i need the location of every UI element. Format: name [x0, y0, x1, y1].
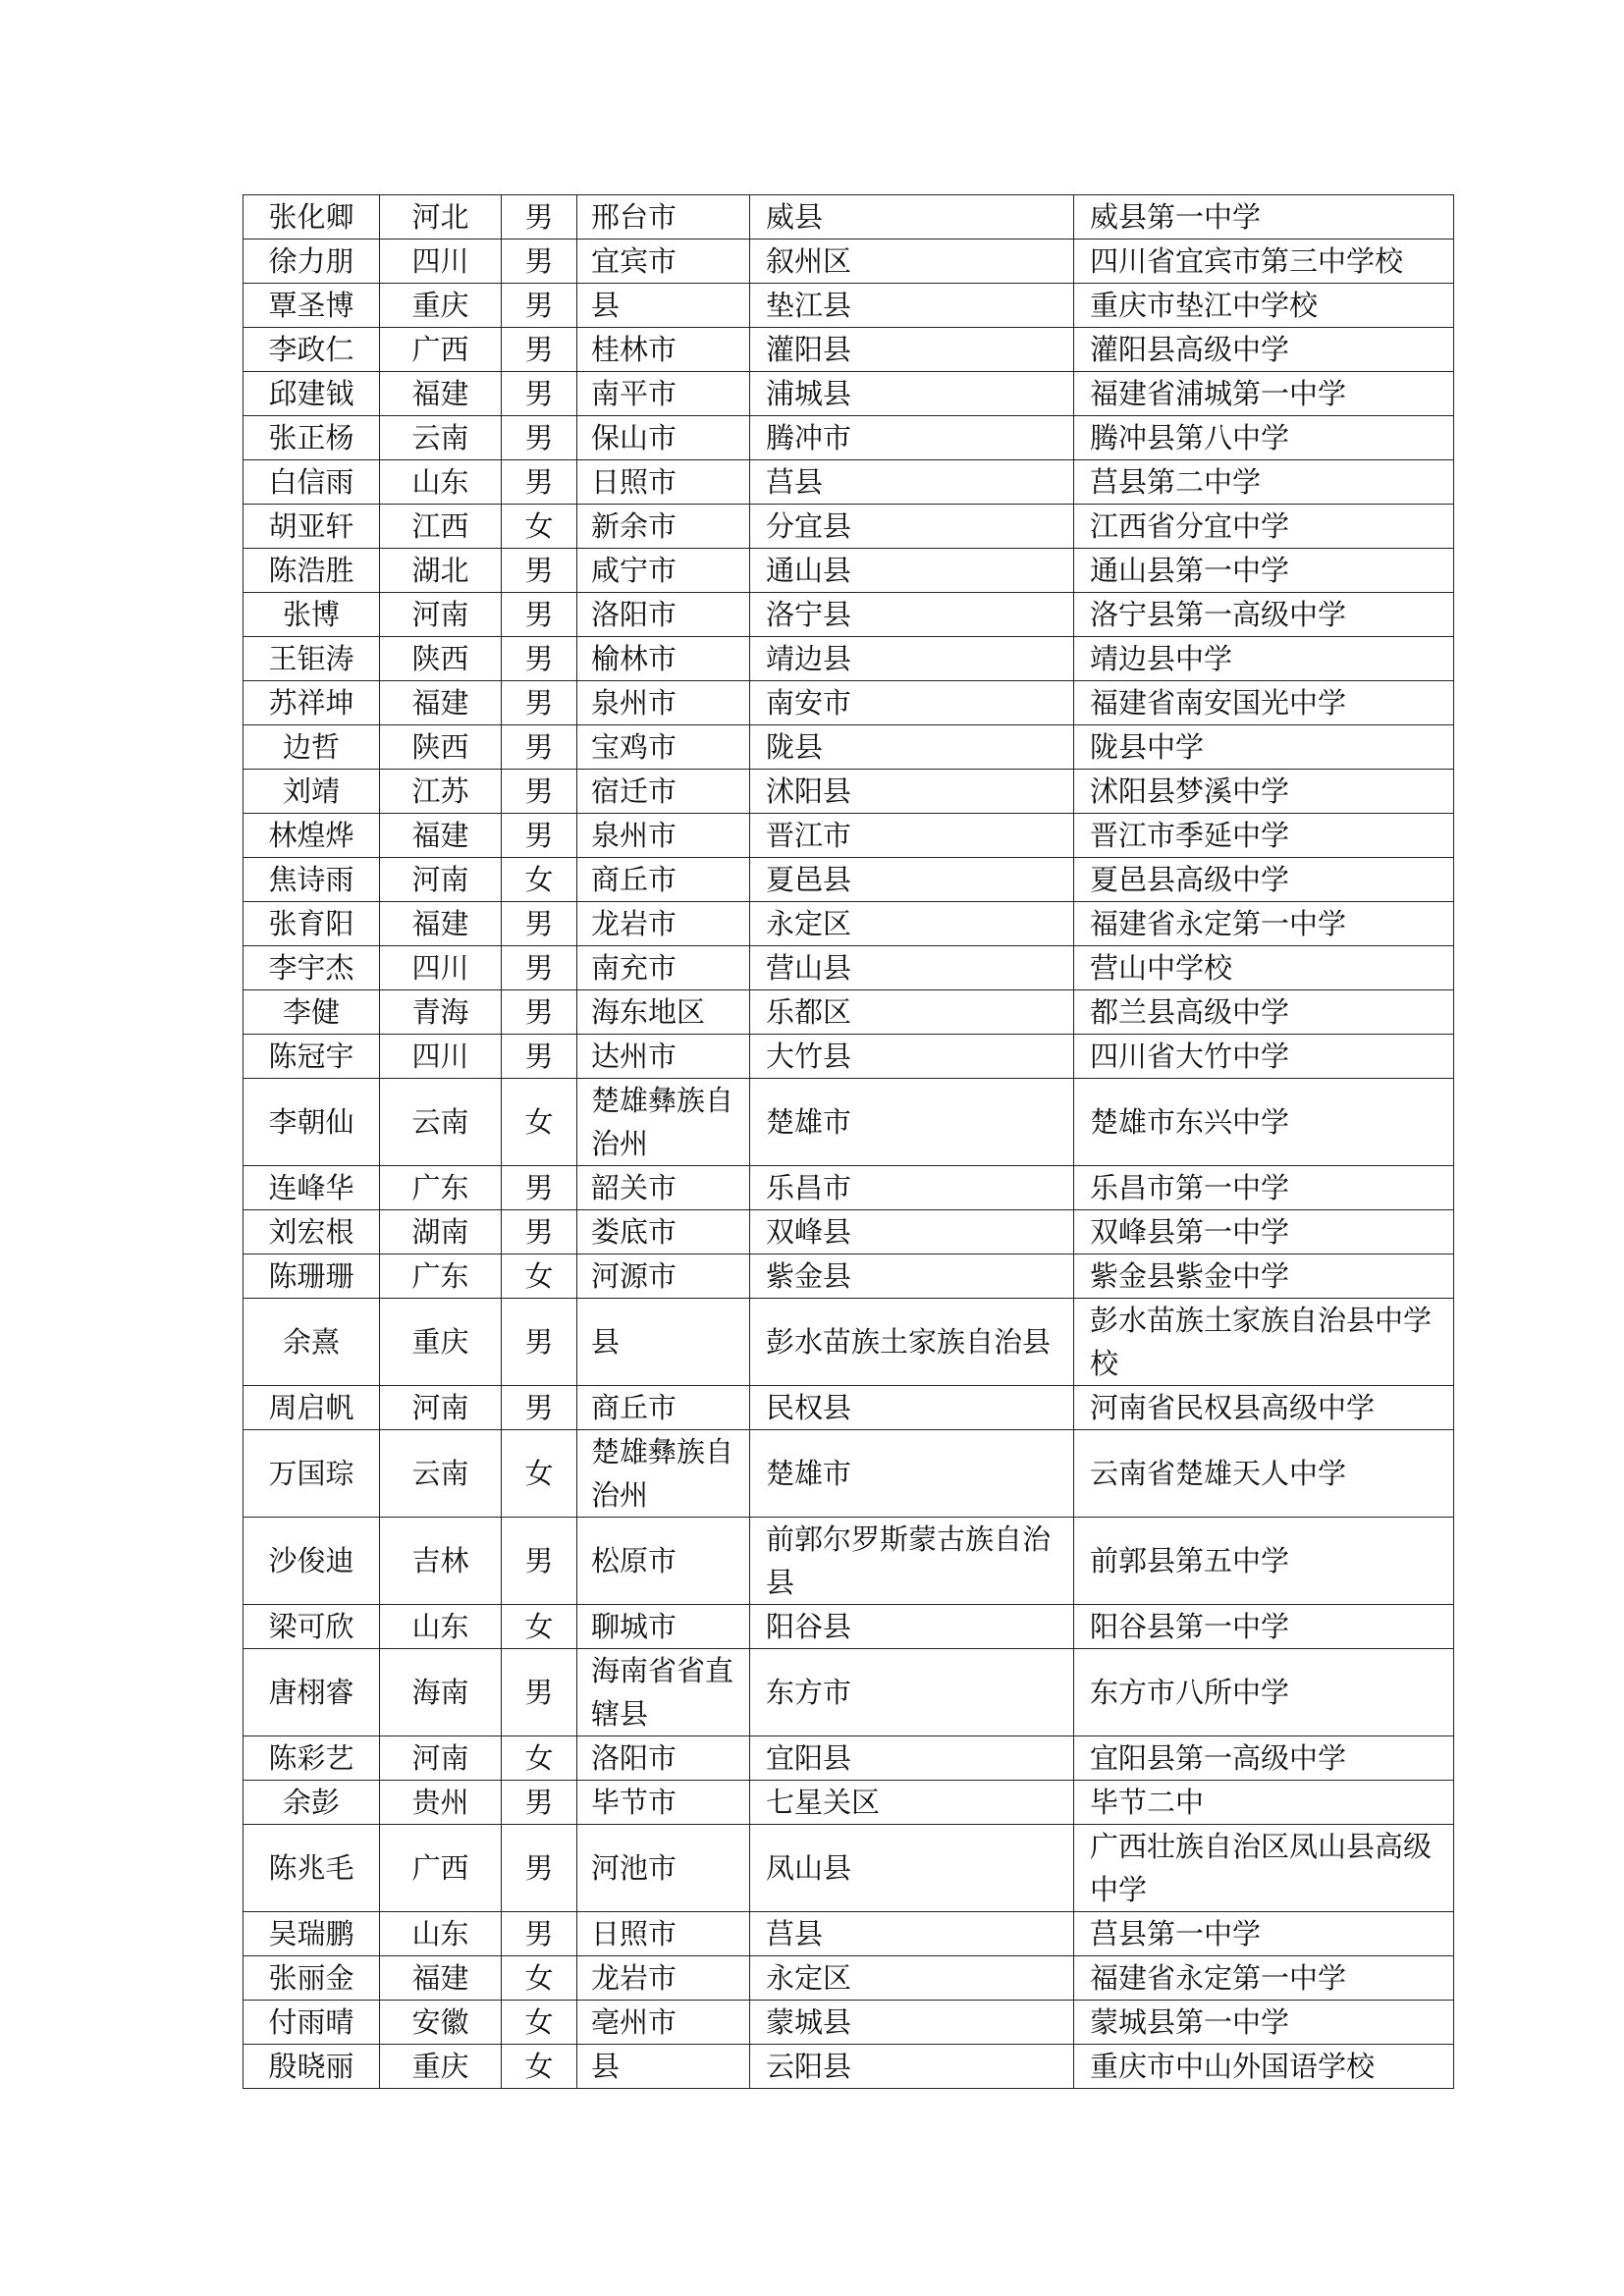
table-row: [244, 1825, 1454, 1912]
gender-cell: 男: [502, 770, 577, 814]
city-cell: 楚雄彝族自治州: [577, 1079, 750, 1166]
province-cell: 山东: [380, 460, 502, 505]
table-row: [244, 946, 1454, 990]
school-cell: 四川省宜宾市第三中学校: [1074, 240, 1454, 284]
city-cell: 达州市: [577, 1035, 750, 1079]
school-cell: 毕节二中: [1074, 1781, 1454, 1825]
county-cell: 洛宁县: [750, 593, 1074, 637]
county-cell: 莒县: [750, 460, 1074, 505]
school-cell: 双峰县第一中学: [1074, 1210, 1454, 1255]
school-cell: 广西壮族自治区凤山县高级中学: [1074, 1825, 1454, 1912]
county-cell: 紫金县: [750, 1255, 1074, 1299]
table-row: [244, 2045, 1454, 2089]
school-cell: 福建省浦城第一中学: [1074, 372, 1454, 416]
name-cell: 周启帆: [244, 1386, 380, 1430]
school-cell: 前郭县第五中学: [1074, 1518, 1454, 1605]
gender-cell: 男: [502, 372, 577, 416]
county-cell: 蒙城县: [750, 2001, 1074, 2045]
table-row: [244, 814, 1454, 858]
name-cell: 陈珊珊: [244, 1255, 380, 1299]
school-cell: 腾冲县第八中学: [1074, 416, 1454, 460]
county-cell: 前郭尔罗斯蒙古族自治县: [750, 1518, 1074, 1605]
province-cell: 福建: [380, 1956, 502, 2001]
school-cell: 通山县第一中学: [1074, 549, 1454, 593]
gender-cell: 女: [502, 1605, 577, 1649]
county-cell: 凤山县: [750, 1825, 1074, 1912]
city-cell: 龙岩市: [577, 1956, 750, 2001]
province-cell: 福建: [380, 681, 502, 725]
school-cell: 威县第一中学: [1074, 195, 1454, 240]
name-cell: 张化卿: [244, 195, 380, 240]
table-row: [244, 725, 1454, 770]
province-cell: 陕西: [380, 637, 502, 681]
student-table: [243, 194, 1454, 2089]
table-row: [244, 1079, 1454, 1166]
gender-cell: 男: [502, 1781, 577, 1825]
table-row: [244, 195, 1454, 240]
city-cell: 娄底市: [577, 1210, 750, 1255]
county-cell: 楚雄市: [750, 1430, 1074, 1518]
province-cell: 湖南: [380, 1210, 502, 1255]
name-cell: 连峰华: [244, 1166, 380, 1210]
province-cell: 四川: [380, 240, 502, 284]
county-cell: 永定区: [750, 902, 1074, 946]
name-cell: 焦诗雨: [244, 858, 380, 902]
table-row: [244, 1912, 1454, 1956]
school-cell: 洛宁县第一高级中学: [1074, 593, 1454, 637]
city-cell: 海南省省直辖县: [577, 1649, 750, 1736]
name-cell: 陈彩艺: [244, 1736, 380, 1781]
school-cell: 四川省大竹中学: [1074, 1035, 1454, 1079]
city-cell: 河池市: [577, 1825, 750, 1912]
school-cell: 莒县第一中学: [1074, 1912, 1454, 1956]
school-cell: 靖边县中学: [1074, 637, 1454, 681]
name-cell: 付雨晴: [244, 2001, 380, 2045]
city-cell: 洛阳市: [577, 1736, 750, 1781]
name-cell: 张正杨: [244, 416, 380, 460]
province-cell: 吉林: [380, 1518, 502, 1605]
gender-cell: 男: [502, 416, 577, 460]
province-cell: 河南: [380, 858, 502, 902]
city-cell: 楚雄彝族自治州: [577, 1430, 750, 1518]
county-cell: 通山县: [750, 549, 1074, 593]
name-cell: 张丽金: [244, 1956, 380, 2001]
county-cell: 晋江市: [750, 814, 1074, 858]
name-cell: 王钜涛: [244, 637, 380, 681]
school-cell: 重庆市中山外国语学校: [1074, 2045, 1454, 2089]
gender-cell: 男: [502, 240, 577, 284]
province-cell: 福建: [380, 902, 502, 946]
name-cell: 余彭: [244, 1781, 380, 1825]
gender-cell: 女: [502, 1079, 577, 1166]
gender-cell: 男: [502, 725, 577, 770]
school-cell: 莒县第二中学: [1074, 460, 1454, 505]
school-cell: 都兰县高级中学: [1074, 990, 1454, 1035]
province-cell: 云南: [380, 1430, 502, 1518]
name-cell: 边哲: [244, 725, 380, 770]
gender-cell: 男: [502, 593, 577, 637]
name-cell: 唐栩睿: [244, 1649, 380, 1736]
table-row: [244, 1035, 1454, 1079]
name-cell: 徐力朋: [244, 240, 380, 284]
county-cell: 七星关区: [750, 1781, 1074, 1825]
school-cell: 河南省民权县高级中学: [1074, 1386, 1454, 1430]
province-cell: 青海: [380, 990, 502, 1035]
county-cell: 云阳县: [750, 2045, 1074, 2089]
gender-cell: 男: [502, 814, 577, 858]
school-cell: 福建省南安国光中学: [1074, 681, 1454, 725]
city-cell: 毕节市: [577, 1781, 750, 1825]
county-cell: 威县: [750, 195, 1074, 240]
county-cell: 南安市: [750, 681, 1074, 725]
school-cell: 福建省永定第一中学: [1074, 902, 1454, 946]
city-cell: 商丘市: [577, 1386, 750, 1430]
province-cell: 广东: [380, 1166, 502, 1210]
school-cell: 灌阳县高级中学: [1074, 328, 1454, 372]
city-cell: 日照市: [577, 460, 750, 505]
table-row: [244, 416, 1454, 460]
gender-cell: 女: [502, 505, 577, 549]
city-cell: 县: [577, 2045, 750, 2089]
county-cell: 乐昌市: [750, 1166, 1074, 1210]
school-cell: 夏邑县高级中学: [1074, 858, 1454, 902]
table-row: [244, 372, 1454, 416]
name-cell: 陈浩胜: [244, 549, 380, 593]
name-cell: 陈冠宇: [244, 1035, 380, 1079]
province-cell: 重庆: [380, 284, 502, 328]
name-cell: 沙俊迪: [244, 1518, 380, 1605]
county-cell: 大竹县: [750, 1035, 1074, 1079]
gender-cell: 男: [502, 990, 577, 1035]
table-row: [244, 593, 1454, 637]
county-cell: 叙州区: [750, 240, 1074, 284]
county-cell: 东方市: [750, 1649, 1074, 1736]
name-cell: 刘宏根: [244, 1210, 380, 1255]
county-cell: 夏邑县: [750, 858, 1074, 902]
province-cell: 福建: [380, 814, 502, 858]
table-row: [244, 902, 1454, 946]
gender-cell: 男: [502, 328, 577, 372]
school-cell: 乐昌市第一中学: [1074, 1166, 1454, 1210]
province-cell: 广西: [380, 1825, 502, 1912]
table-row: [244, 1605, 1454, 1649]
province-cell: 江西: [380, 505, 502, 549]
table-row: [244, 1649, 1454, 1736]
table-row: [244, 1736, 1454, 1781]
city-cell: 韶关市: [577, 1166, 750, 1210]
city-cell: 宿迁市: [577, 770, 750, 814]
gender-cell: 男: [502, 1299, 577, 1386]
city-cell: 商丘市: [577, 858, 750, 902]
county-cell: 乐都区: [750, 990, 1074, 1035]
city-cell: 邢台市: [577, 195, 750, 240]
name-cell: 李健: [244, 990, 380, 1035]
school-cell: 陇县中学: [1074, 725, 1454, 770]
county-cell: 莒县: [750, 1912, 1074, 1956]
county-cell: 永定区: [750, 1956, 1074, 2001]
table-row: [244, 990, 1454, 1035]
gender-cell: 女: [502, 1430, 577, 1518]
gender-cell: 男: [502, 902, 577, 946]
school-cell: 沭阳县梦溪中学: [1074, 770, 1454, 814]
province-cell: 云南: [380, 416, 502, 460]
county-cell: 宜阳县: [750, 1736, 1074, 1781]
province-cell: 四川: [380, 946, 502, 990]
city-cell: 泉州市: [577, 681, 750, 725]
province-cell: 山东: [380, 1605, 502, 1649]
city-cell: 亳州市: [577, 2001, 750, 2045]
school-cell: 重庆市垫江中学校: [1074, 284, 1454, 328]
gender-cell: 男: [502, 549, 577, 593]
gender-cell: 女: [502, 1956, 577, 2001]
school-cell: 东方市八所中学: [1074, 1649, 1454, 1736]
table-row: [244, 858, 1454, 902]
name-cell: 张博: [244, 593, 380, 637]
school-cell: 彭水苗族土家族自治县中学校: [1074, 1299, 1454, 1386]
province-cell: 重庆: [380, 1299, 502, 1386]
gender-cell: 男: [502, 1166, 577, 1210]
province-cell: 重庆: [380, 2045, 502, 2089]
table-row: [244, 460, 1454, 505]
city-cell: 洛阳市: [577, 593, 750, 637]
gender-cell: 女: [502, 858, 577, 902]
gender-cell: 男: [502, 1386, 577, 1430]
city-cell: 榆林市: [577, 637, 750, 681]
table-body: [244, 195, 1454, 2089]
province-cell: 河南: [380, 1386, 502, 1430]
table-row: [244, 681, 1454, 725]
table-row: [244, 1210, 1454, 1255]
name-cell: 梁可欣: [244, 1605, 380, 1649]
name-cell: 李朝仙: [244, 1079, 380, 1166]
gender-cell: 男: [502, 195, 577, 240]
county-cell: 腾冲市: [750, 416, 1074, 460]
city-cell: 县: [577, 284, 750, 328]
gender-cell: 男: [502, 1035, 577, 1079]
table-row: [244, 284, 1454, 328]
province-cell: 广东: [380, 1255, 502, 1299]
gender-cell: 男: [502, 460, 577, 505]
table-row: [244, 549, 1454, 593]
city-cell: 新余市: [577, 505, 750, 549]
county-cell: 陇县: [750, 725, 1074, 770]
province-cell: 广西: [380, 328, 502, 372]
table-row: [244, 770, 1454, 814]
gender-cell: 男: [502, 681, 577, 725]
province-cell: 山东: [380, 1912, 502, 1956]
gender-cell: 女: [502, 2045, 577, 2089]
province-cell: 云南: [380, 1079, 502, 1166]
table-row: [244, 637, 1454, 681]
gender-cell: 女: [502, 1255, 577, 1299]
province-cell: 河南: [380, 593, 502, 637]
gender-cell: 男: [502, 946, 577, 990]
province-cell: 河南: [380, 1736, 502, 1781]
name-cell: 白信雨: [244, 460, 380, 505]
province-cell: 陕西: [380, 725, 502, 770]
school-cell: 云南省楚雄天人中学: [1074, 1430, 1454, 1518]
county-cell: 双峰县: [750, 1210, 1074, 1255]
name-cell: 李政仁: [244, 328, 380, 372]
city-cell: 宜宾市: [577, 240, 750, 284]
table-row: [244, 1781, 1454, 1825]
province-cell: 海南: [380, 1649, 502, 1736]
province-cell: 贵州: [380, 1781, 502, 1825]
province-cell: 江苏: [380, 770, 502, 814]
city-cell: 松原市: [577, 1518, 750, 1605]
gender-cell: 男: [502, 284, 577, 328]
gender-cell: 男: [502, 1825, 577, 1912]
county-cell: 垫江县: [750, 284, 1074, 328]
table-row: [244, 505, 1454, 549]
name-cell: 殷晓丽: [244, 2045, 380, 2089]
name-cell: 余熹: [244, 1299, 380, 1386]
county-cell: 营山县: [750, 946, 1074, 990]
city-cell: 咸宁市: [577, 549, 750, 593]
county-cell: 楚雄市: [750, 1079, 1074, 1166]
province-cell: 安徽: [380, 2001, 502, 2045]
name-cell: 林煌烨: [244, 814, 380, 858]
name-cell: 李宇杰: [244, 946, 380, 990]
table-row: [244, 1518, 1454, 1605]
county-cell: 彭水苗族土家族自治县: [750, 1299, 1074, 1386]
gender-cell: 女: [502, 2001, 577, 2045]
county-cell: 阳谷县: [750, 1605, 1074, 1649]
city-cell: 南平市: [577, 372, 750, 416]
school-cell: 蒙城县第一中学: [1074, 2001, 1454, 2045]
county-cell: 民权县: [750, 1386, 1074, 1430]
county-cell: 灌阳县: [750, 328, 1074, 372]
school-cell: 楚雄市东兴中学: [1074, 1079, 1454, 1166]
city-cell: 泉州市: [577, 814, 750, 858]
table-row: [244, 1166, 1454, 1210]
city-cell: 聊城市: [577, 1605, 750, 1649]
school-cell: 福建省永定第一中学: [1074, 1956, 1454, 2001]
province-cell: 河北: [380, 195, 502, 240]
school-cell: 晋江市季延中学: [1074, 814, 1454, 858]
gender-cell: 男: [502, 1518, 577, 1605]
school-cell: 营山中学校: [1074, 946, 1454, 990]
gender-cell: 男: [502, 1210, 577, 1255]
name-cell: 吴瑞鹏: [244, 1912, 380, 1956]
name-cell: 胡亚轩: [244, 505, 380, 549]
table-row: [244, 1386, 1454, 1430]
name-cell: 万国琮: [244, 1430, 380, 1518]
county-cell: 靖边县: [750, 637, 1074, 681]
table-row: [244, 1255, 1454, 1299]
city-cell: 龙岩市: [577, 902, 750, 946]
province-cell: 福建: [380, 372, 502, 416]
name-cell: 刘靖: [244, 770, 380, 814]
table-row: [244, 1956, 1454, 2001]
table-row: [244, 1430, 1454, 1518]
city-cell: 海东地区: [577, 990, 750, 1035]
province-cell: 湖北: [380, 549, 502, 593]
province-cell: 四川: [380, 1035, 502, 1079]
school-cell: 宜阳县第一高级中学: [1074, 1736, 1454, 1781]
county-cell: 浦城县: [750, 372, 1074, 416]
name-cell: 张育阳: [244, 902, 380, 946]
school-cell: 江西省分宜中学: [1074, 505, 1454, 549]
table-row: [244, 328, 1454, 372]
school-cell: 紫金县紫金中学: [1074, 1255, 1454, 1299]
table-row: [244, 2001, 1454, 2045]
name-cell: 覃圣博: [244, 284, 380, 328]
gender-cell: 男: [502, 637, 577, 681]
gender-cell: 男: [502, 1912, 577, 1956]
name-cell: 苏祥坤: [244, 681, 380, 725]
city-cell: 桂林市: [577, 328, 750, 372]
county-cell: 分宜县: [750, 505, 1074, 549]
gender-cell: 男: [502, 1649, 577, 1736]
city-cell: 县: [577, 1299, 750, 1386]
county-cell: 沭阳县: [750, 770, 1074, 814]
city-cell: 南充市: [577, 946, 750, 990]
gender-cell: 女: [502, 1736, 577, 1781]
name-cell: 陈兆毛: [244, 1825, 380, 1912]
city-cell: 日照市: [577, 1912, 750, 1956]
city-cell: 保山市: [577, 416, 750, 460]
school-cell: 阳谷县第一中学: [1074, 1605, 1454, 1649]
city-cell: 河源市: [577, 1255, 750, 1299]
name-cell: 邱建钺: [244, 372, 380, 416]
city-cell: 宝鸡市: [577, 725, 750, 770]
table-row: [244, 240, 1454, 284]
table-row: [244, 1299, 1454, 1386]
